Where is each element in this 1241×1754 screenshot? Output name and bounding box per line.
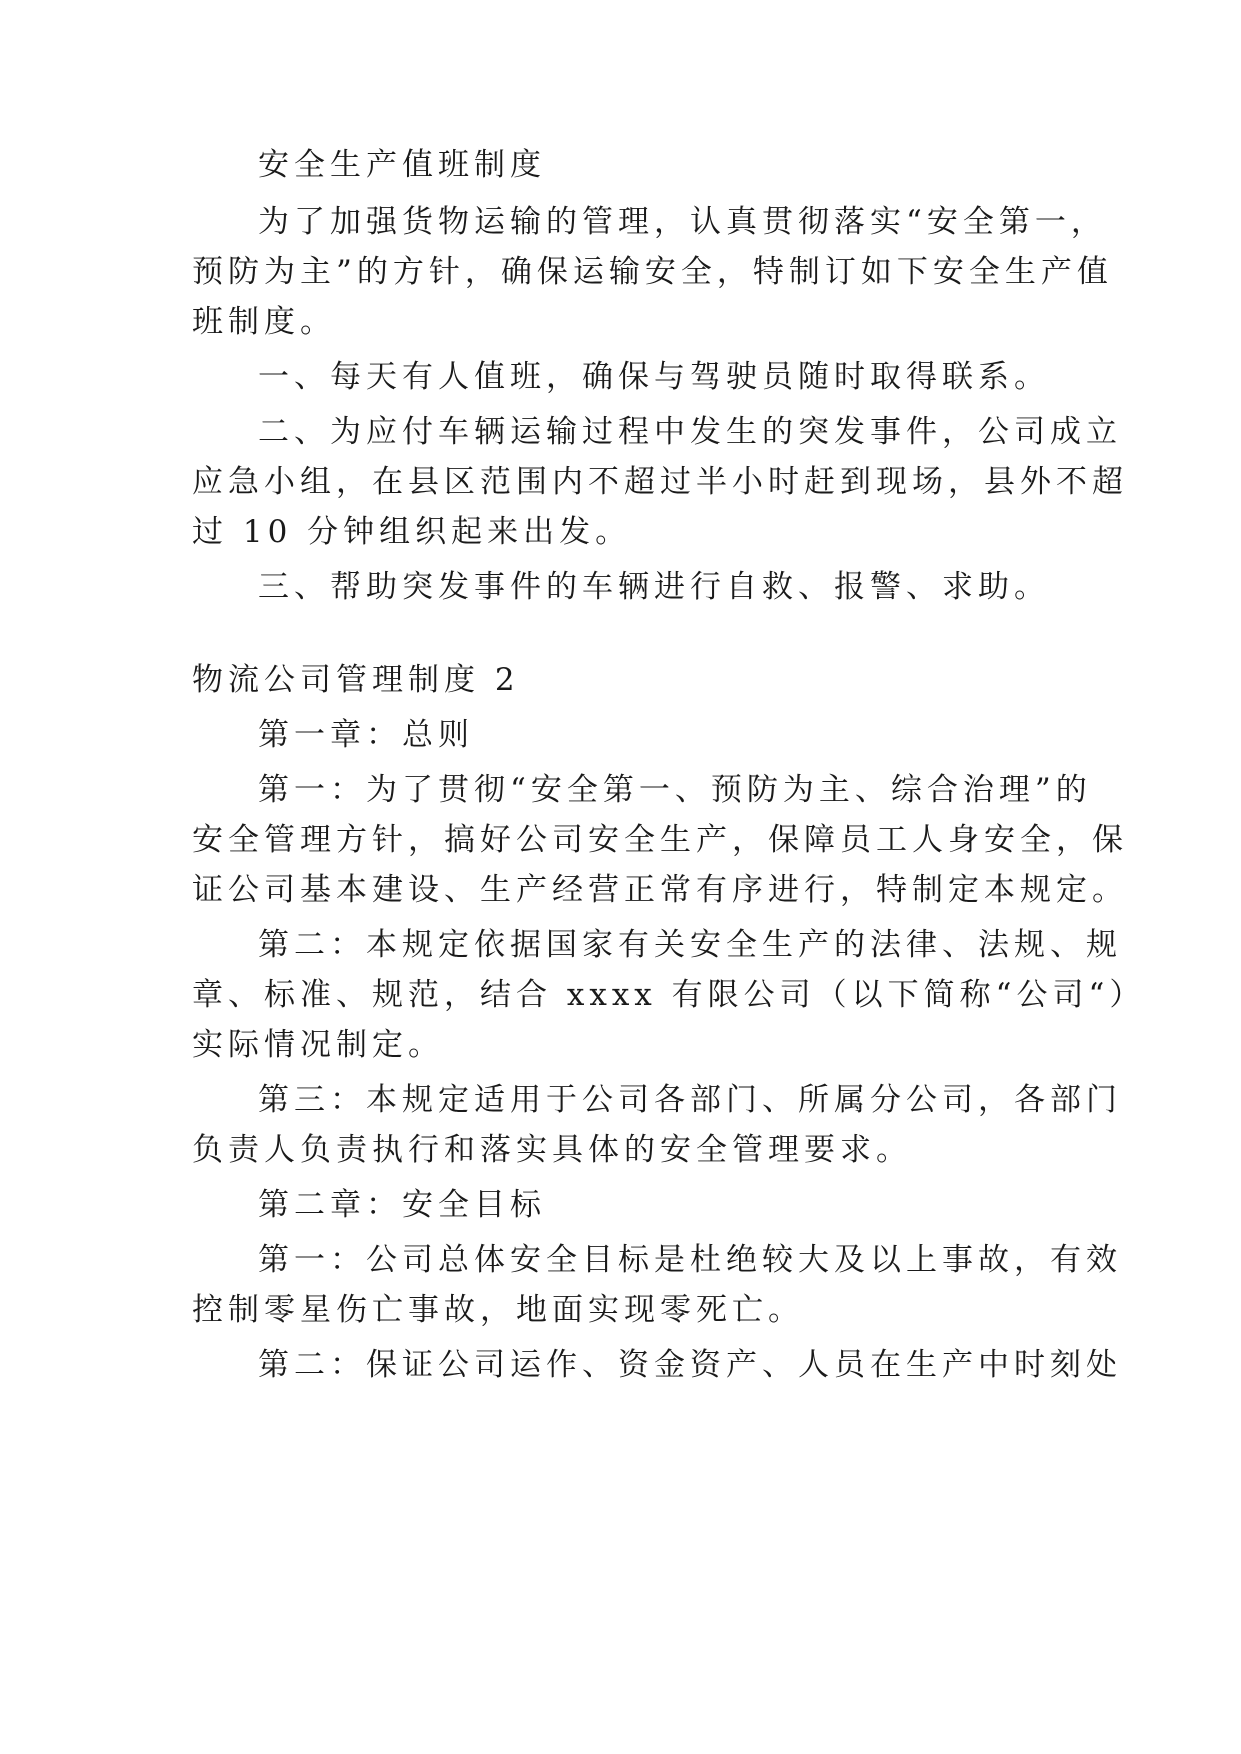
section-title-logistics-management: 物流公司管理制度 2 [192,662,520,698]
paragraph-line: 三、帮助突发事件的车辆进行自救、报警、求助。 [258,569,1050,605]
paragraph-line: 第一：公司总体安全目标是杜绝较大及以上事故，有效 [258,1242,1122,1278]
paragraph-line: 预防为主”的方针，确保运输安全，特制订如下安全生产值 [192,254,1113,290]
paragraph-line: 第三：本规定适用于公司各部门、所属分公司，各部门 [258,1082,1122,1118]
chapter-heading: 第二章：安全目标 [258,1187,546,1223]
paragraph-line: 负责人负责执行和落实具体的安全管理要求。 [192,1132,912,1168]
chapter-heading: 第一章：总则 [258,717,474,753]
paragraph-line: 为了加强货物运输的管理，认真贯彻落实“安全第一， [258,204,1107,240]
paragraph-line: 第二：保证公司运作、资金资产、人员在生产中时刻处 [258,1347,1122,1383]
paragraph-line: 应急小组，在县区范围内不超过半小时赶到现场，县外不超 [192,464,1128,500]
paragraph-line: 实际情况制定。 [192,1027,444,1063]
paragraph-line: 第一：为了贯彻“安全第一、预防为主、综合治理”的 [258,772,1092,808]
paragraph-line: 章、标准、规范，结合 xxxx 有限公司（以下简称“公司“） [192,977,1146,1013]
paragraph-line: 第二：本规定依据国家有关安全生产的法律、法规、规 [258,927,1122,963]
paragraph-line: 证公司基本建设、生产经营正常有序进行，特制定本规定。 [192,872,1128,908]
section-title-duty-system: 安全生产值班制度 [258,147,546,183]
paragraph-line: 一、每天有人值班，确保与驾驶员随时取得联系。 [258,359,1050,395]
paragraph-line: 二、为应付车辆运输过程中发生的突发事件，公司成立 [258,414,1122,450]
paragraph-line: 安全管理方针，搞好公司安全生产，保障员工人身安全，保 [192,822,1128,858]
paragraph-line: 控制零星伤亡事故，地面实现零死亡。 [192,1292,804,1328]
paragraph-line: 班制度。 [192,304,336,340]
paragraph-line: 过 10 分钟组织起来出发。 [192,514,632,550]
